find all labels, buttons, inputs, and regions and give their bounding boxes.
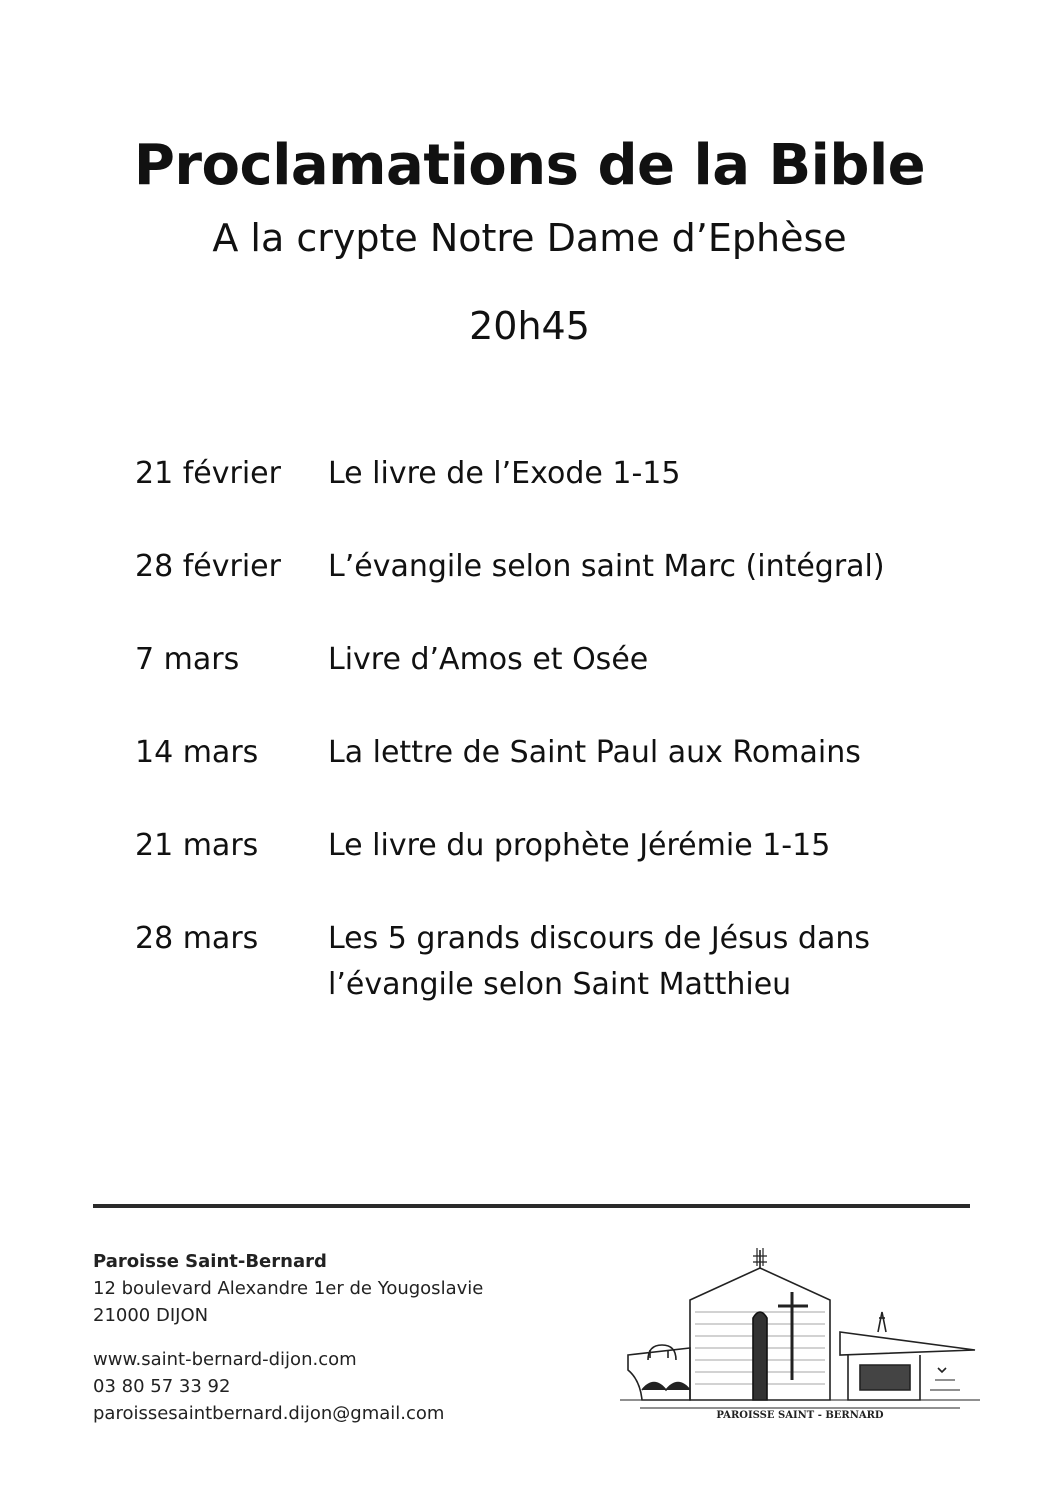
footer-divider: [93, 1204, 970, 1208]
email-link[interactable]: paroissesaintbernard.dijon@gmail.com: [93, 1403, 445, 1424]
schedule-date: 14 mars: [135, 735, 259, 770]
schedule-date: 21 mars: [135, 828, 259, 863]
church-drawing-icon: [620, 1240, 985, 1420]
schedule-description: L’évangile selon saint Marc (intégral): [328, 549, 885, 584]
schedule-date: 21 février: [135, 456, 281, 491]
page-title: Proclamations de la Bible: [133, 133, 926, 198]
schedule-description: Livre d’Amos et Osée: [328, 642, 649, 677]
schedule-list: [135, 451, 965, 1055]
address-line: 12 boulevard Alexandre 1er de Yougoslavie: [93, 1278, 484, 1299]
schedule-description: Le livre du prophète Jérémie 1-15: [328, 828, 831, 863]
schedule-date: 28 février: [135, 549, 281, 584]
schedule-row: [135, 451, 965, 497]
schedule-row: [135, 637, 965, 683]
phone-number: 03 80 57 33 92: [93, 1376, 231, 1397]
schedule-date: 28 mars: [135, 921, 259, 956]
schedule-row: [135, 730, 965, 776]
svg-text:PAROISSE SAINT - BERNARD: PAROISSE SAINT - BERNARD: [716, 1410, 884, 1420]
schedule-row: [135, 916, 965, 1008]
event-time: 20h45: [469, 304, 590, 348]
schedule-description: Le livre de l’Exode 1-15: [328, 456, 681, 491]
schedule-row: [135, 823, 965, 869]
schedule-description: Les 5 grands discours de Jésus dans l’évangile selon Saint Matthieu: [328, 921, 871, 1002]
schedule-row: [135, 544, 965, 590]
address-city: 21000 DIJON: [93, 1305, 209, 1326]
parish-name: Paroisse Saint-Bernard: [93, 1251, 327, 1272]
website-link[interactable]: www.saint-bernard-dijon.com: [93, 1349, 357, 1370]
schedule-description: La lettre de Saint Paul aux Romains: [328, 735, 861, 770]
page-subtitle: A la crypte Notre Dame d’Ephèse: [212, 216, 847, 260]
contact-block: [93, 1248, 483, 1427]
schedule-date: 7 mars: [135, 642, 240, 677]
